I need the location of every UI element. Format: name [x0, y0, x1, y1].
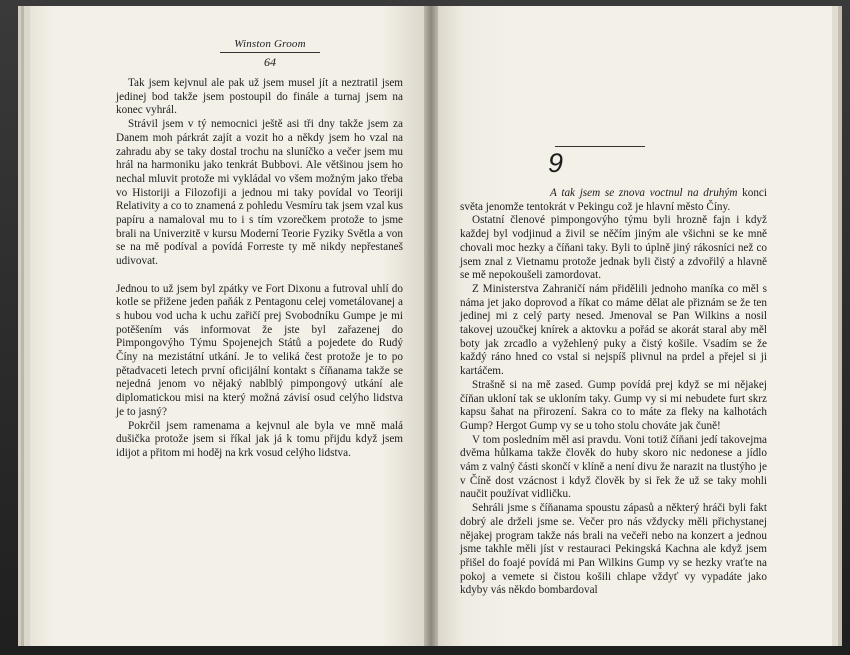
- chapter-number: 9: [548, 148, 564, 178]
- chapter-opening: [460, 187, 767, 214]
- paragraph: Strávil jsem v tý nemocnici ještě asi tři dny takže jsem za Danem moh párkrát zajít a vozit ho a někdy jsem ho vzal na zahradu aby se taky dostal trochu na sluníčko a večer jsem mu hrál na harmoniku jako tenkrát Bubbovi. Ale většinou jsem ho nechal mluvit protože mi vykládal vo všem možným jako třeba vo Historiji a Filozofiji a jednou mi taky povídal vo Teoriji Relativity a co to znamená z pohledu Vesmíru tak jsem vzal kus papíru a namaloval mu to i s tím vzorečkem protože to jsme brali na Univerzitě v kursu Moderní Teorie Fyziky Světla a von se na mě podíval a povídá Forreste ty mě nikdy nepřestaneš udivovat.: [116, 118, 403, 268]
- chapter-rule: [555, 146, 645, 147]
- paragraph: Ostatní členové pimpongovýho týmu byli hrozně fajn i když každej byl vodjinud a živil se něčím jiným ale všichni se ke mně chovali moc hezky a číňani taky. Byli to úplně jiný rákosníci než co jsem znal z Vietnamu protože jednak byli čistý a zdvořilý a hlavně se mě nepokoušeli zamordovat.: [460, 214, 767, 282]
- opening-rest: konci světa jenomže tentokrát v Pekingu což je hlavní město Číny.: [460, 187, 767, 213]
- right-page-text: [460, 187, 767, 598]
- paragraph: Jednou to už jsem byl zpátky ve Fort Dixonu a futroval uhlí do kotle se přižene jeden paňák z Pentagonu celej vometálovanej a s hubou vod ucha k uchu zařičí prej Svobodníku Gumpe je mi potěšením vás informovat že jste byl zařazenej do Pimpongovýho Týmu Spojenejch Států a pojedete do Rudý Číny na mezistátní utkání. Je to veliká čest protože je to po pětadvaceti letech první oficijální kontakt s číňanama takže se nejedná jenom vo nějaký nablblý pimpongový utkání ale diplomatickou misi na který možná závisí osud celýho lidstva je to jasný?: [116, 282, 403, 418]
- book-gutter: [424, 6, 438, 646]
- paragraph: Tak jsem kejvnul ale pak už jsem musel jít a neztratil jsem jedinej bod takže jsem postoupil do finále a turnaj jsem na konec vyhrál.: [116, 77, 403, 117]
- left-page-text: [116, 77, 403, 461]
- paragraph: Pokrčil jsem ramenama a kejvnul ale byla ve mně malá dušička protože jsem si říkal jak já k tomu přijdu když jsem idijot a přitom mi hoděj na krk vosud celýho lidstva.: [116, 419, 403, 459]
- paragraph: Strašně si na mě zased. Gump povídá prej když se mi nějakej číňan ukloní tak se ukloním taky. Gump vy si mi nebudete furt skrz kapsu šahat na přirození. Sakra co to máte za fleky na kalhotách Gump? Hergot Gump vy se u toho stolu chováte jak čuně!: [460, 378, 767, 432]
- page-number: 64: [264, 55, 276, 69]
- paragraph: V tom posledním měl asi pravdu. Voni totiž číňani jedí takovejma dvěma hůlkama takže člověk do huby skoro nic nedonese a jídlo vám z valný části skončí v klíně a není divu že narazit na tlustýho je v Číně dost vzácnost i když člověk by si řek že už se taky mohli naučit používat vidličku.: [460, 433, 767, 501]
- running-head: Winston Groom: [234, 38, 306, 50]
- paragraph: Z Ministerstva Zahraničí nám přidělili jednoho maníka co měl s náma jet jako doprovod a říkat co máme dělat ale přiznám se že ten jedinej mi z celý party nesed. Jmenoval se Pan Wilkins a nosil takovej uzoučkej knírek a aktovku a pořád se akorát staral aby měl boty jak zrcadlo a vyžehlený puky a čistý košile. Vsadím se že každý ráno hned co vstal si nejspíš plivnul na prdel a přejel si ji kartáčem.: [460, 282, 767, 378]
- running-head-rule: [220, 52, 320, 53]
- paragraph: Sehráli jsme s číňanama spoustu zápasů a některý hráči byli fakt dobrý ale drželi jsme se. Večer pro nás vždycky měli přichystanej nějakej program takže nás brali na večeři nebo na konzert a jednou jsme takhle měli jíst v restauraci Pekingská Kachna ale když jsem přišel do foajé povídá mi Pan Wilkins Gump vy se hezky vraťte na pokoj a vemete si čistou košili chlape vždyť vy vypadáte jako kdyby vás někdo bombardoval: [460, 502, 767, 597]
- opening-phrase: A tak jsem se znova voctnul na druhým: [550, 187, 738, 199]
